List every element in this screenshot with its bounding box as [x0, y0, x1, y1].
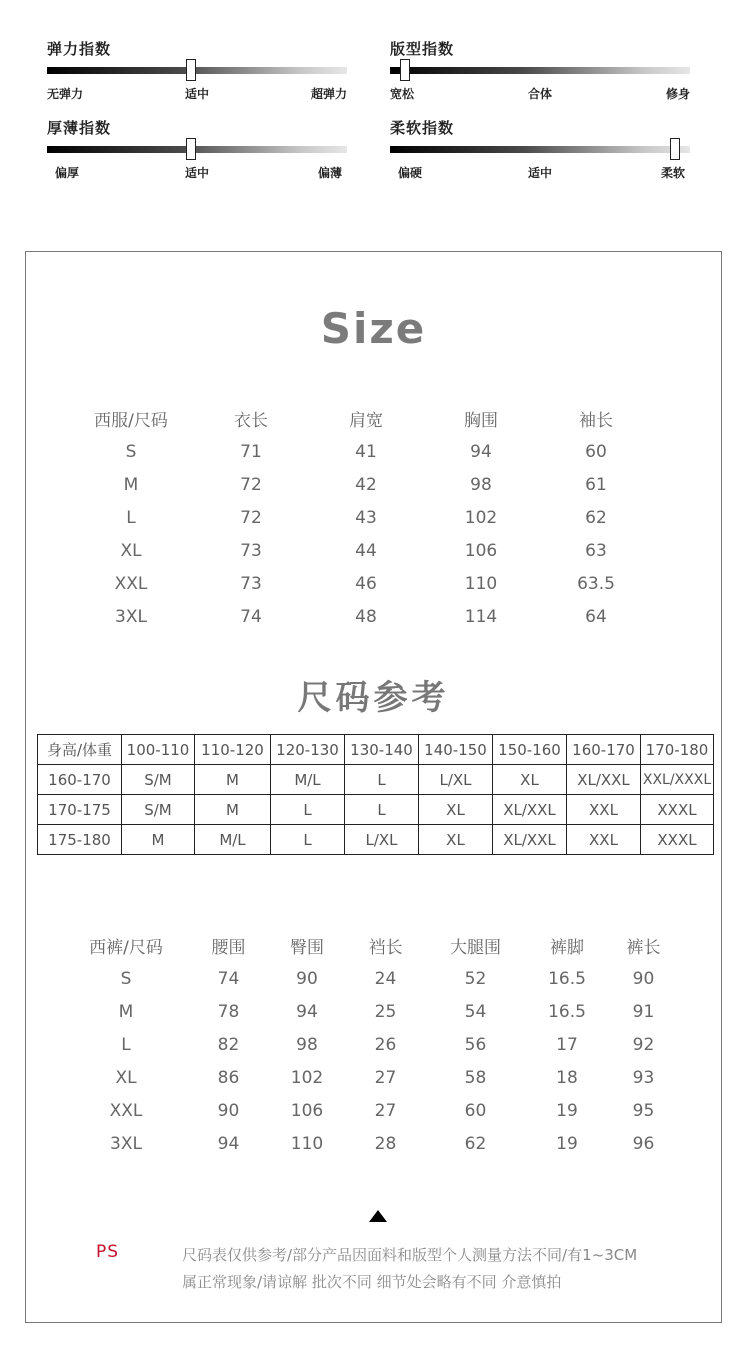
- header-cell: 110-120: [195, 735, 271, 765]
- indicator-gradient-bar: [390, 67, 690, 74]
- table-cell: 82: [217, 1034, 240, 1055]
- indicator-gradient-bar: [47, 67, 347, 74]
- size-title: Size: [320, 304, 427, 353]
- table-row: [71, 567, 651, 600]
- table-cell: XXL: [567, 825, 641, 855]
- table-cell: 27: [374, 1100, 397, 1121]
- table-cell: 175-180: [38, 825, 122, 855]
- table-cell: 64: [585, 606, 607, 627]
- table-cell: L: [345, 765, 419, 795]
- table-cell: 72: [240, 507, 262, 528]
- table-cell: XXL/XXXL: [641, 765, 714, 795]
- table-cell: 54: [464, 1001, 487, 1022]
- table-cell: 106: [464, 540, 498, 561]
- header-cell: 140-150: [419, 735, 493, 765]
- table-cell: 72: [240, 474, 262, 495]
- indicator-label-mid: 适中: [527, 166, 553, 180]
- indicator-label-low: 无弹力: [47, 87, 84, 101]
- table-cell: XXXL: [641, 795, 714, 825]
- table-cell: 90: [632, 968, 655, 989]
- header-cell: 臀围: [290, 938, 324, 958]
- table-cell: L: [271, 825, 345, 855]
- table-cell: 62: [464, 1133, 487, 1154]
- table-cell: 27: [374, 1067, 397, 1088]
- table-cell: 102: [464, 507, 498, 528]
- indicator-label-high: 偏薄: [317, 166, 342, 180]
- table-cell: XL/XXL: [493, 825, 567, 855]
- table-cell: 170-175: [38, 795, 122, 825]
- table-cell: 16.5: [548, 1001, 586, 1022]
- table-cell: 106: [290, 1100, 324, 1121]
- table-cell: 46: [355, 573, 377, 594]
- table-cell: XL: [493, 765, 567, 795]
- table-cell: 73: [240, 540, 262, 561]
- header-cell: 130-140: [345, 735, 419, 765]
- table-cell: L: [271, 795, 345, 825]
- table-cell: 19: [556, 1133, 578, 1154]
- table-cell: 114: [464, 606, 498, 627]
- table-cell: 63: [585, 540, 607, 561]
- size-chart-panel: [25, 251, 722, 1323]
- table-row: [71, 534, 651, 567]
- table-cell: 60: [585, 441, 607, 462]
- table-cell: XXL: [567, 795, 641, 825]
- table-cell: M/L: [195, 825, 271, 855]
- table-cell: 71: [240, 441, 262, 462]
- table-cell: 74: [217, 968, 240, 989]
- table-cell: 28: [374, 1133, 397, 1154]
- table-cell: 160-170: [38, 765, 122, 795]
- pants-size-table: [66, 929, 676, 1160]
- table-cell: M: [122, 825, 195, 855]
- table-cell: M: [118, 1001, 134, 1022]
- table-cell: 25: [374, 1001, 397, 1022]
- table-row: [66, 1127, 676, 1160]
- suit-size-table: [71, 402, 651, 633]
- table-cell: 74: [240, 606, 262, 627]
- table-cell: XL/XXL: [567, 765, 641, 795]
- table-cell: XL/XXL: [493, 795, 567, 825]
- table-cell: 16.5: [548, 968, 586, 989]
- indicator-title: 版型指数: [390, 40, 455, 58]
- size-reference-title: 尺码参考: [297, 678, 450, 718]
- header-cell: 170-180: [641, 735, 714, 765]
- ps-label: PS: [96, 1242, 120, 1262]
- header-cell: 胸围: [464, 411, 498, 431]
- table-cell: 61: [585, 474, 607, 495]
- header-cell: 100-110: [122, 735, 195, 765]
- table-cell: 56: [464, 1034, 487, 1055]
- header-cell: 120-130: [271, 735, 345, 765]
- table-cell: M/L: [271, 765, 345, 795]
- header-cell: 裆长: [368, 938, 403, 958]
- table-header-row: [38, 735, 714, 765]
- indicator-gradient-bar: [47, 146, 347, 153]
- table-cell: XXXL: [641, 825, 714, 855]
- header-cell: 西服/尺码: [94, 411, 168, 431]
- table-row: [38, 795, 714, 825]
- table-cell: 96: [632, 1133, 655, 1154]
- header-cell: 腰围: [211, 938, 246, 958]
- indicator-label-low: 偏厚: [55, 166, 80, 180]
- indicator-softness: [390, 117, 690, 187]
- indicator-label-high: 超弹力: [310, 87, 347, 101]
- table-row: [66, 1028, 676, 1061]
- table-cell: 43: [355, 507, 377, 528]
- note-line-2: 属正常现象/请谅解 批次不同 细节处会略有不同 介意慎拍: [182, 1273, 562, 1291]
- table-cell: 94: [217, 1133, 240, 1154]
- table-cell: M: [195, 765, 271, 795]
- table-cell: L: [345, 795, 419, 825]
- header-cell: 裤长: [626, 938, 661, 958]
- indicator-label-mid: 合体: [527, 87, 553, 101]
- indicator-label-high: 修身: [665, 87, 690, 101]
- indicator-label-mid: 适中: [184, 87, 210, 101]
- header-cell: 160-170: [567, 735, 641, 765]
- header-cell: 大腿围: [450, 938, 501, 958]
- indicator-marker: [670, 138, 680, 160]
- header-cell: 身高/体重: [38, 735, 122, 765]
- indicator-elasticity: [47, 38, 347, 108]
- table-cell: 110: [464, 573, 498, 594]
- table-cell: 93: [632, 1067, 655, 1088]
- table-cell: L: [126, 507, 136, 528]
- table-row: [38, 825, 714, 855]
- triangle-up-icon: [369, 1210, 387, 1222]
- indicator-title: 厚薄指数: [47, 119, 112, 137]
- indicator-label-high: 柔软: [660, 166, 685, 180]
- table-cell: 19: [556, 1100, 578, 1121]
- indicator-marker: [186, 138, 196, 160]
- header-cell: 西裤/尺码: [89, 938, 163, 958]
- table-cell: 17: [556, 1034, 578, 1055]
- table-cell: 44: [355, 540, 377, 561]
- table-row: [66, 995, 676, 1028]
- indicator-marker: [186, 59, 196, 81]
- table-header-row: [71, 402, 651, 435]
- indicator-label-low: 宽松: [390, 87, 415, 101]
- table-cell: 94: [296, 1001, 318, 1022]
- table-cell: L: [121, 1034, 131, 1055]
- table-row: [71, 468, 651, 501]
- table-cell: 91: [632, 1001, 655, 1022]
- table-cell: 48: [355, 606, 377, 627]
- table-cell: XXL: [114, 573, 148, 594]
- table-cell: 18: [556, 1067, 578, 1088]
- table-row: [71, 435, 651, 468]
- table-cell: 94: [470, 441, 492, 462]
- table-cell: 58: [464, 1067, 487, 1088]
- table-cell: L/XL: [419, 765, 493, 795]
- table-cell: M: [123, 474, 139, 495]
- indicator-title: 柔软指数: [390, 119, 455, 137]
- table-cell: 41: [355, 441, 377, 462]
- header-cell: 裤脚: [550, 938, 584, 958]
- table-cell: 90: [296, 968, 318, 989]
- table-cell: 95: [632, 1100, 655, 1121]
- table-cell: 62: [585, 507, 607, 528]
- indicator-fit: [390, 38, 690, 108]
- table-cell: M: [195, 795, 271, 825]
- table-cell: 98: [470, 474, 492, 495]
- table-row: [66, 962, 676, 995]
- note-line-1: 尺码表仅供参考/部分产品因面料和版型个人测量方法不同/有1~3CM: [182, 1246, 638, 1264]
- table-cell: 42: [355, 474, 377, 495]
- size-reference-table: [37, 734, 714, 855]
- table-cell: 90: [217, 1100, 240, 1121]
- indicator-label-low: 偏硬: [398, 166, 423, 180]
- table-cell: L/XL: [345, 825, 419, 855]
- header-cell: 袖长: [579, 411, 613, 431]
- table-cell: XL: [419, 795, 493, 825]
- table-cell: XXL: [109, 1100, 143, 1121]
- table-cell: 92: [632, 1034, 655, 1055]
- table-cell: 60: [464, 1100, 487, 1121]
- table-cell: XL: [115, 1067, 137, 1088]
- table-row: [38, 765, 714, 795]
- table-row: [71, 600, 651, 633]
- table-cell: S: [120, 968, 132, 989]
- table-cell: 3XL: [115, 606, 147, 627]
- indicator-label-mid: 适中: [184, 166, 210, 180]
- table-header-row: [66, 929, 676, 962]
- header-cell: 肩宽: [349, 411, 383, 431]
- table-cell: S: [125, 441, 137, 462]
- table-cell: S/M: [122, 795, 195, 825]
- table-cell: 86: [217, 1067, 240, 1088]
- table-cell: 63.5: [577, 573, 615, 594]
- table-cell: S/M: [122, 765, 195, 795]
- table-cell: 102: [290, 1067, 324, 1088]
- header-cell: 衣长: [234, 411, 268, 431]
- indicator-title: 弹力指数: [47, 40, 112, 58]
- table-cell: 24: [374, 968, 397, 989]
- table-cell: 110: [290, 1133, 324, 1154]
- indicator-thickness: [47, 117, 347, 187]
- table-row: [71, 501, 651, 534]
- table-row: [66, 1061, 676, 1094]
- table-cell: XL: [419, 825, 493, 855]
- table-cell: 26: [374, 1034, 397, 1055]
- table-cell: 52: [464, 968, 487, 989]
- indicator-gradient-bar: [390, 146, 690, 153]
- table-cell: 3XL: [110, 1133, 142, 1154]
- indicator-marker: [400, 59, 410, 81]
- table-cell: XL: [120, 540, 142, 561]
- table-cell: 73: [240, 573, 262, 594]
- table-row: [66, 1094, 676, 1127]
- header-cell: 150-160: [493, 735, 567, 765]
- table-cell: 78: [217, 1001, 240, 1022]
- table-cell: 98: [296, 1034, 318, 1055]
